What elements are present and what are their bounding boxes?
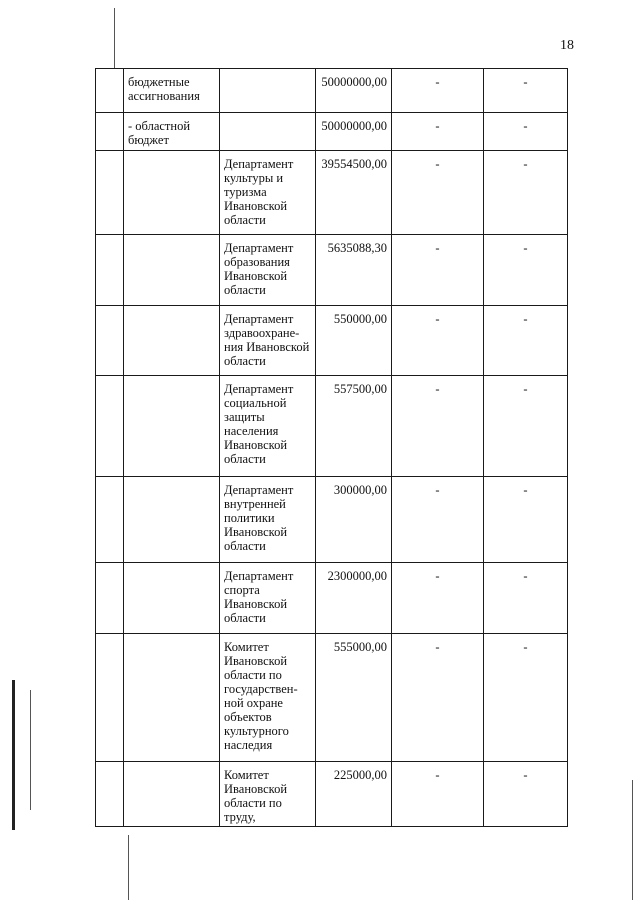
- row-number-cell: [96, 235, 124, 306]
- scan-artifact-line: [128, 835, 129, 900]
- amount-cell: 50000000,00: [316, 113, 392, 151]
- department-cell: Департамент внутренней политики Ивановской области: [220, 477, 316, 563]
- item-cell: [124, 762, 220, 827]
- value-cell: -: [484, 634, 568, 762]
- item-cell: бюджетные ассигнования: [124, 69, 220, 113]
- value-cell: -: [392, 151, 484, 235]
- amount-cell: 555000,00: [316, 634, 392, 762]
- scan-artifact-line: [632, 780, 633, 900]
- value-cell: -: [392, 69, 484, 113]
- table-row: [96, 113, 568, 151]
- value-cell: -: [392, 563, 484, 634]
- item-cell: [124, 235, 220, 306]
- amount-cell: 2300000,00: [316, 563, 392, 634]
- amount-cell: 557500,00: [316, 376, 392, 477]
- department-cell: [220, 69, 316, 113]
- item-cell: [124, 376, 220, 477]
- value-cell: -: [484, 306, 568, 376]
- table-row: [96, 151, 568, 235]
- item-cell: - областной бюджет: [124, 113, 220, 151]
- item-cell: [124, 151, 220, 235]
- row-number-cell: [96, 306, 124, 376]
- department-cell: Комитет Ивановской области по государствен-ной охране объектов культурного наследия: [220, 634, 316, 762]
- value-cell: -: [484, 113, 568, 151]
- item-cell: [124, 634, 220, 762]
- value-cell: -: [484, 235, 568, 306]
- row-number-cell: [96, 563, 124, 634]
- row-number-cell: [96, 477, 124, 563]
- department-cell: [220, 113, 316, 151]
- department-cell: Департамент культуры и туризма Ивановской области: [220, 151, 316, 235]
- department-cell: Департамент здравоохране-ния Ивановской области: [220, 306, 316, 376]
- department-cell: Департамент спорта Ивановской области: [220, 563, 316, 634]
- amount-cell: 300000,00: [316, 477, 392, 563]
- row-number-cell: [96, 376, 124, 477]
- amount-cell: 550000,00: [316, 306, 392, 376]
- department-cell: Комитет Ивановской области по труду,: [220, 762, 316, 827]
- value-cell: -: [392, 376, 484, 477]
- scan-artifact-line: [114, 8, 115, 68]
- department-cell: Департамент социальной защиты населения Ивановской области: [220, 376, 316, 477]
- scan-artifact-line: [30, 690, 31, 810]
- row-number-cell: [96, 151, 124, 235]
- table-row: [96, 69, 568, 113]
- scan-artifact-line: [12, 680, 15, 830]
- row-number-cell: [96, 113, 124, 151]
- amount-cell: 50000000,00: [316, 69, 392, 113]
- item-cell: [124, 563, 220, 634]
- item-cell: [124, 477, 220, 563]
- page-number: 18: [560, 38, 574, 53]
- value-cell: -: [484, 69, 568, 113]
- value-cell: -: [484, 563, 568, 634]
- value-cell: -: [392, 634, 484, 762]
- table-row: [96, 235, 568, 306]
- value-cell: -: [392, 306, 484, 376]
- value-cell: -: [392, 477, 484, 563]
- table-row: [96, 563, 568, 634]
- amount-cell: 225000,00: [316, 762, 392, 827]
- department-cell: Департамент образования Ивановской области: [220, 235, 316, 306]
- value-cell: -: [392, 113, 484, 151]
- row-number-cell: [96, 634, 124, 762]
- table-row: [96, 477, 568, 563]
- table-row: [96, 762, 568, 827]
- value-cell: -: [392, 235, 484, 306]
- amount-cell: 39554500,00: [316, 151, 392, 235]
- table-row: [96, 376, 568, 477]
- value-cell: -: [392, 762, 484, 827]
- value-cell: -: [484, 762, 568, 827]
- row-number-cell: [96, 762, 124, 827]
- table-row: [96, 306, 568, 376]
- row-number-cell: [96, 69, 124, 113]
- item-cell: [124, 306, 220, 376]
- budget-table: [95, 68, 568, 827]
- value-cell: -: [484, 151, 568, 235]
- value-cell: -: [484, 376, 568, 477]
- value-cell: -: [484, 477, 568, 563]
- table-row: [96, 634, 568, 762]
- amount-cell: 5635088,30: [316, 235, 392, 306]
